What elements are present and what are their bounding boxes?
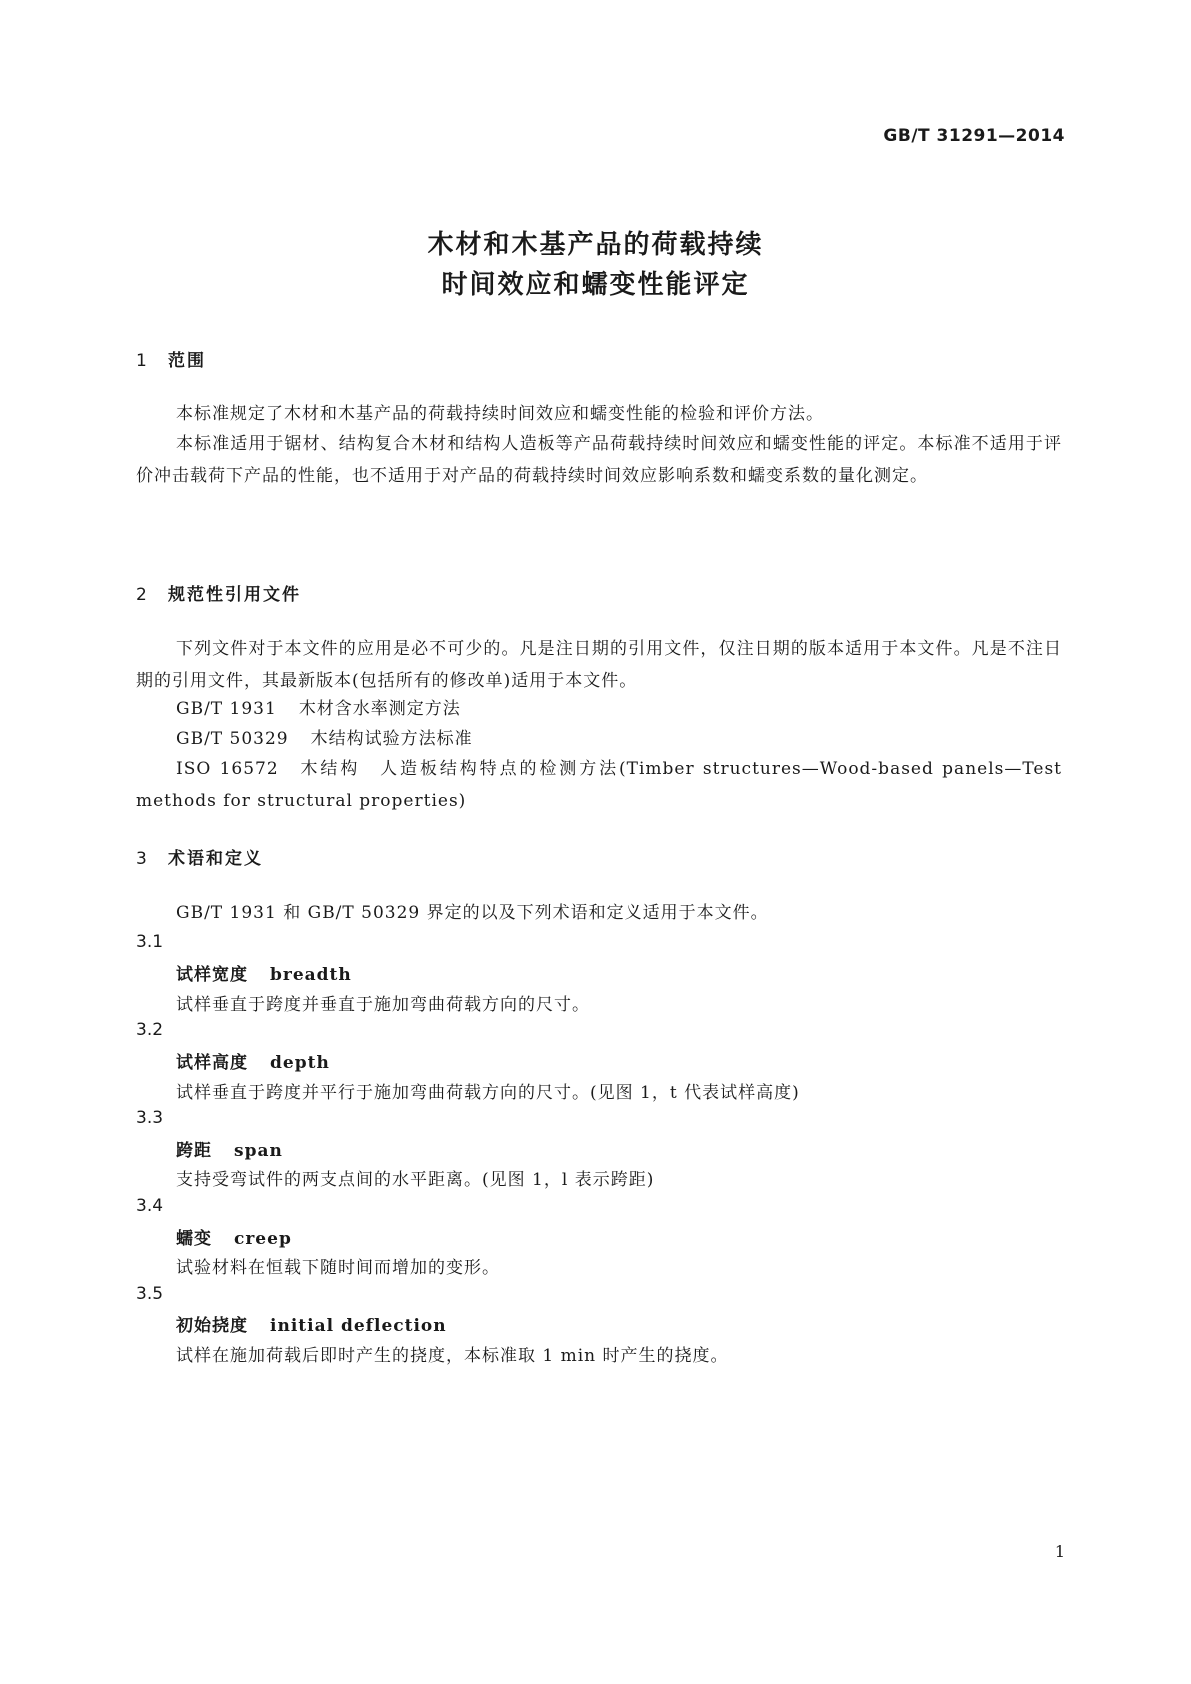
term-zh: 初始挠度: [176, 1316, 248, 1336]
term-heading: [176, 960, 352, 985]
reference-item: [176, 723, 473, 755]
reference-code: GB/T 50329: [176, 729, 289, 749]
term-zh: 跨距: [176, 1141, 212, 1161]
term-heading: [176, 1136, 283, 1161]
term-zh: 试样宽度: [176, 965, 248, 985]
section-number: 1: [136, 351, 149, 371]
term-en: creep: [234, 1229, 292, 1249]
section-title: 范围: [168, 351, 206, 371]
section-number: 2: [136, 585, 149, 605]
standard-number: GB/T 31291—2014: [883, 126, 1065, 146]
document-title: [0, 225, 1191, 305]
section-1-paragraph-2: 本标准适用于锯材、结构复合木材和结构人造板等产品荷载持续时间效应和蠕变性能的评定。本标准不适用于评价冲击载荷下产品的性能，也不适用于对产品的荷载持续时间效应影响系数和蠕变系数的量化测定。: [136, 434, 1062, 486]
section-2-heading: [136, 580, 301, 605]
reference-item: [176, 693, 461, 725]
term-definition: 试样在施加荷载后即时产生的挠度，本标准取 1 min 时产生的挠度。: [176, 1346, 729, 1366]
reference-item-iso: ISO 16572 木结构 人造板结构特点的检测方法(Timber structures—Wood-based panels—Test methods for structural properties): [136, 759, 1062, 811]
clause-number: 3.4: [136, 1196, 164, 1216]
term-en: depth: [270, 1053, 330, 1073]
term-en: breadth: [270, 965, 352, 985]
clause-number: 3.1: [136, 932, 164, 952]
term-definition: 试验材料在恒载下随时间而增加的变形。: [176, 1258, 500, 1278]
clause-number: 3.2: [136, 1020, 164, 1040]
term-zh: 试样高度: [176, 1053, 248, 1073]
term-definition: 支持受弯试件的两支点间的水平距离。(见图 1，l 表示跨距): [176, 1170, 655, 1190]
section-number: 3: [136, 849, 149, 869]
section-3-heading: [136, 844, 263, 869]
term-heading: [176, 1224, 292, 1249]
clause-number: 3.3: [136, 1108, 164, 1128]
section-3-intro: GB/T 1931 和 GB/T 50329 界定的以及下列术语和定义适用于本文件。: [176, 903, 769, 923]
title-line-1: 木材和木基产品的荷载持续: [427, 230, 764, 260]
term-en: initial deflection: [270, 1316, 447, 1336]
page-number: 1: [1054, 1542, 1065, 1561]
title-line-2: 时间效应和蠕变性能评定: [441, 270, 750, 300]
reference-title: 木结构试验方法标准: [310, 729, 473, 749]
term-heading: [176, 1048, 330, 1073]
section-1-heading: [136, 346, 206, 371]
term-heading: [176, 1311, 447, 1336]
clause-number: 3.5: [136, 1284, 164, 1304]
reference-code: GB/T 1931: [176, 699, 277, 719]
term-definition: 试样垂直于跨度并垂直于施加弯曲荷载方向的尺寸。: [176, 995, 590, 1015]
section-title: 规范性引用文件: [168, 585, 301, 605]
term-zh: 蠕变: [176, 1229, 212, 1249]
section-1-paragraph-1: 本标准规定了木材和木基产品的荷载持续时间效应和蠕变性能的检验和评价方法。: [176, 404, 824, 424]
term-definition: 试样垂直于跨度并平行于施加弯曲荷载方向的尺寸。(见图 1，t 代表试样高度): [176, 1083, 800, 1103]
term-en: span: [234, 1141, 283, 1161]
section-2-paragraph-1: 下列文件对于本文件的应用是必不可少的。凡是注日期的引用文件，仅注日期的版本适用于本文件。凡是不注日期的引用文件，其最新版本(包括所有的修改单)适用于本文件。: [136, 639, 1062, 691]
reference-title: 木材含水率测定方法: [298, 699, 461, 719]
section-title: 术语和定义: [168, 849, 263, 869]
